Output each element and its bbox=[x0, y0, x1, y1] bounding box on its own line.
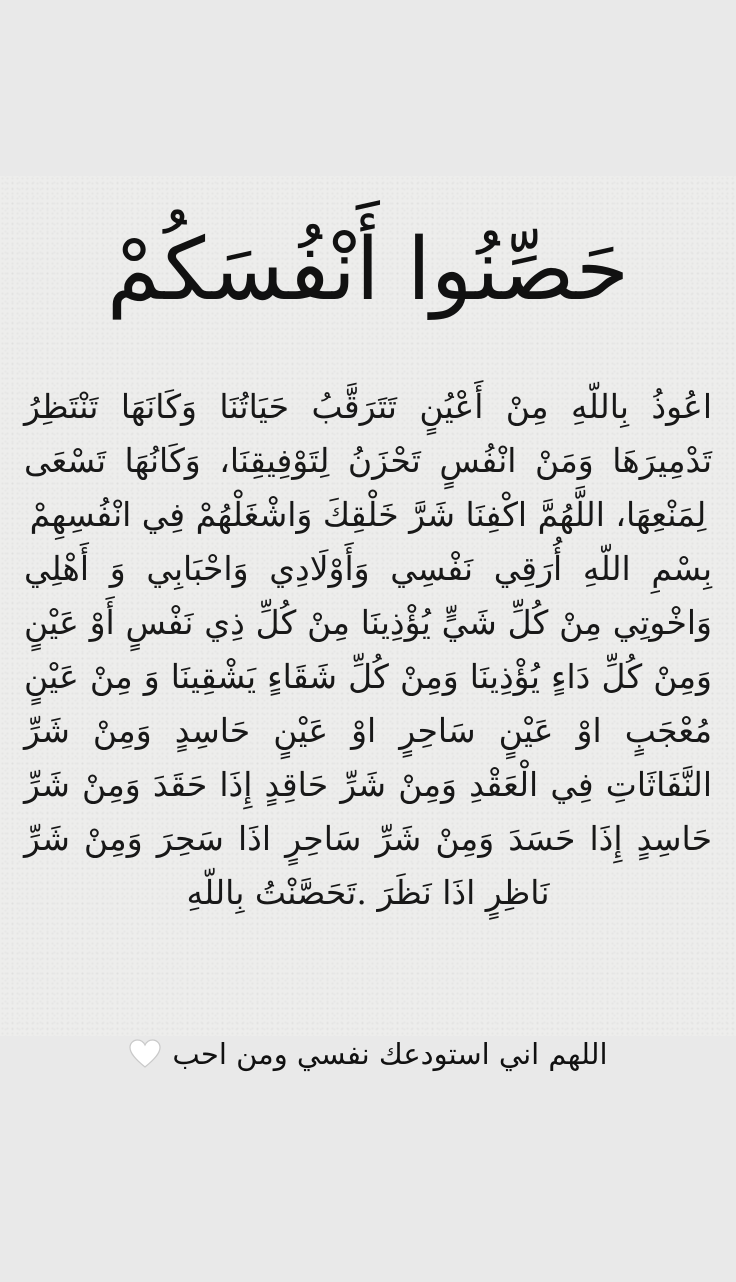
prayer-text bbox=[24, 380, 712, 920]
prayer-paragraph-1: اعُوذُ بِاللّهِ مِنْ أَعْيُنٍ تَتَرَقَّبُ حَيَاتُنَا وَكَانَهَا تَنْتَظِرُ تَدْمِيرَهَا وَمَنْ انْفُسٍ تَحْزَنُ لِتَوْفِيقِنَا، وَكَانُهَا تَسْعَى لِمَنْعِهَا، اللَّهُمَّ اكْفِنَا شَرَّ خَلْقِكَ وَاشْغَلْهُمْ فِي انْفُسِهِمْ bbox=[24, 387, 712, 534]
white-heart-icon bbox=[128, 1038, 162, 1070]
closing-line bbox=[0, 1028, 736, 1080]
closing-text: اللهم اني استودعك نفسي ومن احب bbox=[172, 1037, 608, 1071]
prayer-paragraph-2: بِسْمِ اللّهِ أُرَقِي نَفْسِي وَأَوْلَادِي وَاحْبَابِي وَ أَهْلِي وَاخْوتِي مِنْ كُلِّ شَيٍّ يُؤْذِينَا مِنْ كُلِّ ذِي نَفْسٍ أَوْ عَيْنٍ وَمِنْ كُلِّ دَاءٍ يُؤْذِينَا وَمِنْ كُلِّ شَقَاءٍ يَشْقِينَا وَ مِنْ عَيْنٍ مُعْجَبٍ اوْ عَيْنٍ سَاحِرٍ اوْ عَيْنٍ حَاسِدٍ وَمِنْ شَرِّ النَّفَاثَاتِ فِي الْعَقْدِ وَمِنْ شَرِّ حَاقِدٍ إِذَا حَقَدَ وَمِنْ شَرِّ حَاسِدٍ إِذَا حَسَدَ وَمِنْ شَرِّ سَاحِرٍ اذَا سَحِرَ وَمِنْ شَرِّ نَاظِرٍ اذَا نَظَرَ .تَحَصَّنْتُ بِاللّهِ bbox=[24, 549, 712, 912]
page-title: حَصِّنُوا أَنْفُسَكُمْ bbox=[106, 220, 630, 320]
